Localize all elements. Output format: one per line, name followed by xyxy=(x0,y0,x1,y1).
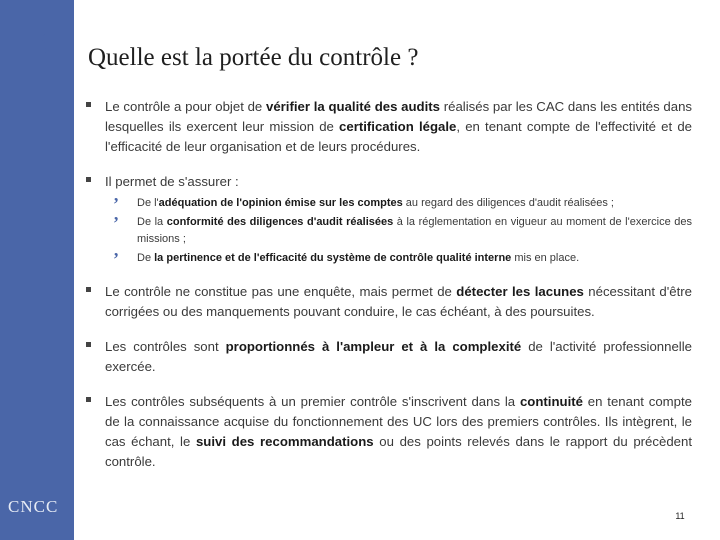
body-text: réalisés par les CAC dans les entités dans lesquelles ils exercent leur mission de xyxy=(105,99,693,134)
emphasis-text: proportionnés à l'ampleur et à la complexité xyxy=(225,339,522,354)
bullet-item xyxy=(80,172,692,267)
bullet-text xyxy=(105,337,692,377)
body-text: Les contrôles sont xyxy=(105,339,226,354)
bullet-text xyxy=(105,282,692,322)
sub-item-text xyxy=(137,250,692,267)
emphasis-text: vérifier la qualité des audits xyxy=(266,99,440,114)
square-bullet-icon xyxy=(86,177,91,182)
body-text: Le contrôle a pour objet de xyxy=(105,99,266,114)
body-text: de l'activité professionnelle exercée. xyxy=(105,339,692,374)
bullet-item xyxy=(80,282,692,322)
emphasis-text: certification légale xyxy=(339,119,457,134)
bullet-text xyxy=(105,392,692,472)
emphasis-text: la pertinence et de l'efficacité du système de contrôle qualité interne xyxy=(154,252,512,264)
quote-bullet-icon: ’ xyxy=(113,213,119,233)
bullet-list xyxy=(80,97,692,487)
body-text: à la réglementation en vigueur au moment de l'exercice des missions ; xyxy=(137,216,692,245)
bullet-item xyxy=(80,392,692,472)
emphasis-text: continuité xyxy=(519,394,583,409)
body-text: De la xyxy=(137,216,167,228)
emphasis-text: conformité des diligences d'audit réalisées xyxy=(166,216,394,228)
logo-text: CNCC xyxy=(8,497,59,516)
body-text: De l' xyxy=(137,197,159,209)
emphasis-text: suivi des recommandations xyxy=(195,434,374,449)
square-bullet-icon xyxy=(86,342,91,347)
bullet-item xyxy=(80,337,692,377)
sub-list xyxy=(105,195,692,267)
body-text: en tenant compte de la connaissance acquise du fonctionnement des UC lors des premiers contrôles. Ils intègrent, le cas échant, le xyxy=(105,394,692,449)
sub-item-text xyxy=(137,214,692,248)
slide-title: Quelle est la portée du contrôle ? xyxy=(88,44,419,71)
body-text: , en tenant compte de l'effectivité et de l'efficacité de leur organisation et de leurs procédures. xyxy=(105,119,693,154)
body-text: mis en place. xyxy=(511,252,580,264)
emphasis-text: détecter les lacunes xyxy=(456,284,584,299)
sub-list-item xyxy=(105,250,692,267)
body-text: au regard des diligences d'audit réalisées ; xyxy=(402,197,614,209)
body-text: nécessitant d'être corrigées ou des manquements pouvant conduire, le cas échéant, à des poursuites. xyxy=(105,284,692,319)
body-text: Le contrôle ne constitue pas une enquête, mais permet de xyxy=(105,284,457,299)
square-bullet-icon xyxy=(86,102,91,107)
sub-list-item xyxy=(105,195,692,212)
sub-item-text xyxy=(137,195,692,212)
quote-bullet-icon: ’ xyxy=(113,194,119,214)
body-text: Les contrôles subséquents à un premier contrôle s'inscrivent dans la xyxy=(105,394,520,409)
sub-list-item xyxy=(105,214,692,248)
quote-mark-icon: ’ xyxy=(36,18,59,94)
quote-bullet-icon: ’ xyxy=(113,249,119,269)
square-bullet-icon xyxy=(86,287,91,292)
body-text: Il permet de s'assurer : xyxy=(105,174,239,189)
bullet-text xyxy=(105,172,692,192)
emphasis-text: adéquation de l'opinion émise sur les comptes xyxy=(158,197,403,209)
bullet-text xyxy=(105,97,692,157)
page-number: 11 xyxy=(675,511,685,521)
bullet-item xyxy=(80,97,692,157)
body-text: De xyxy=(137,252,155,264)
square-bullet-icon xyxy=(86,397,91,402)
body-text: ou des points relevés dans le rapport du précèdent contrôle. xyxy=(105,434,692,469)
